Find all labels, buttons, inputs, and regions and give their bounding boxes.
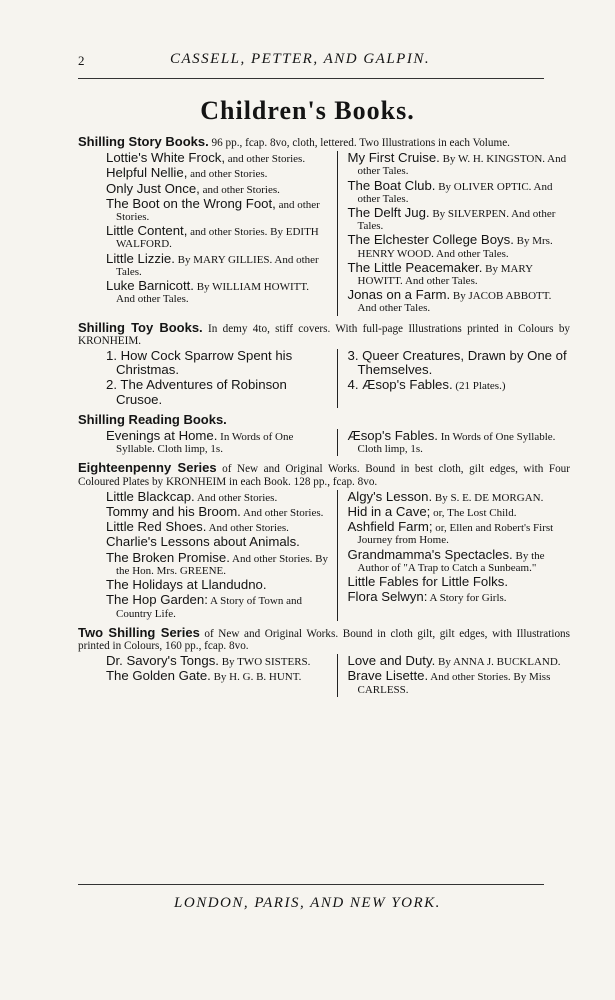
book-title: Charlie's Lessons about Animals.	[106, 534, 300, 550]
section-description: of New and Original Works. Bound in best cloth, gilt edges, with Four Coloured Plates by KRONHEIM in each Book. 128 pp., fcap. 8vo.	[78, 463, 570, 488]
book-entry	[348, 261, 571, 287]
book-column-right	[337, 654, 571, 697]
book-description: And other Stories. By Miss CARLESS.	[357, 671, 551, 696]
book-entry	[348, 575, 571, 589]
book-entry	[348, 490, 571, 504]
book-columns	[106, 654, 570, 697]
book-title: The Hop Garden:	[106, 592, 208, 608]
book-description: (21 Plates.)	[452, 380, 506, 393]
book-entry	[348, 654, 571, 668]
section	[78, 319, 571, 408]
book-entry	[106, 429, 329, 455]
book-entry	[106, 520, 329, 534]
book-entry	[106, 349, 329, 377]
section	[78, 462, 570, 620]
book-description: In Words of One Syllable. Cloth limp, 1s.	[357, 431, 556, 456]
book-description: or, The Lost Child.	[430, 507, 517, 520]
book-description: By WILLIAM HOWITT. And other Tales.	[116, 281, 310, 306]
section-intro	[78, 624, 570, 652]
book-column-left	[106, 654, 337, 697]
book-title: Tommy and his Broom.	[106, 504, 241, 520]
section	[78, 411, 570, 457]
book-description: and other Stories.	[187, 168, 268, 181]
book-title: Hid in a Cave;	[347, 504, 431, 520]
book-title: The Broken Promise.	[106, 549, 230, 565]
book-entry	[348, 548, 571, 574]
book-description: A Story of Town and Country Life.	[116, 595, 302, 620]
book-title: Helpful Nellie,	[106, 165, 188, 181]
book-title: Little Fables for Little Folks.	[347, 574, 509, 590]
book-description: and other Stories.	[116, 198, 320, 224]
book-title: The Boot on the Wrong Foot,	[106, 195, 276, 211]
section-description: In demy 4to, stiff covers. With full-page Illustrations printed in Colours by KRONHEIM.	[78, 322, 571, 347]
book-column-right	[337, 429, 571, 456]
book-description: By the Author of "A Trap to Catch a Sunbeam."	[357, 549, 545, 574]
book-description: and other Stories.	[199, 183, 280, 196]
book-description: and other Stories. By EDITH WALFORD.	[116, 226, 319, 251]
book-title: The Boat Club.	[347, 177, 436, 193]
book-title: Æsop's Fables.	[347, 428, 438, 444]
book-title: Little Content,	[106, 223, 188, 239]
book-title: 1. How Cock Sparrow Spent his Christmas.	[106, 348, 293, 378]
book-entry	[106, 197, 329, 223]
book-column-left	[106, 151, 337, 315]
book-description: By JACOB ABBOTT. And other Tales.	[357, 290, 552, 315]
section-label: Eighteenpenny Series	[78, 460, 217, 476]
section-label: Two Shilling Series	[78, 624, 200, 640]
book-description: And other Stories. By the Hon. Mrs. GREENE.	[116, 552, 328, 577]
book-title: Algy's Lesson.	[347, 488, 433, 504]
book-title: Ashfield Farm;	[347, 519, 433, 535]
section-intro	[78, 136, 570, 149]
section-intro	[78, 411, 570, 427]
book-column-right	[337, 151, 571, 315]
book-title: Brave Lisette.	[347, 668, 429, 684]
catalogue-content	[78, 136, 570, 697]
book-description: By MARY GILLIES. And other Tales.	[116, 253, 319, 278]
book-title: The Elchester College Boys.	[347, 232, 514, 248]
book-description: In Words of One Syllable. Cloth limp, 1s.	[116, 431, 294, 456]
book-entry	[106, 535, 329, 549]
book-title: Luke Barnicott.	[106, 278, 194, 294]
header-rule	[78, 78, 544, 79]
book-description: By ANNA J. BUCKLAND.	[435, 656, 561, 669]
book-description: By OLIVER OPTIC. And other Tales.	[357, 180, 553, 205]
book-columns	[106, 151, 570, 315]
book-entry	[106, 182, 329, 196]
section-label: Shilling Reading Books.	[78, 411, 227, 427]
book-entry	[106, 166, 329, 180]
book-entry	[348, 505, 571, 519]
book-entry	[348, 233, 571, 259]
section-label: Shilling Story Books.	[78, 134, 209, 149]
book-title: Little Blackcap.	[106, 488, 195, 504]
book-title: The Delft Jug.	[347, 205, 430, 221]
publisher-name: CASSELL, PETTER, AND GALPIN.	[170, 51, 431, 67]
page-number: 2	[78, 53, 86, 68]
book-entry	[348, 288, 571, 314]
footer-imprint: LONDON, PARIS, AND NEW YORK.	[174, 895, 441, 911]
book-description: By MARY HOWITT. And other Tales.	[357, 262, 533, 288]
book-entry	[348, 378, 571, 392]
book-column-left	[106, 490, 337, 621]
book-column-left	[106, 349, 337, 408]
book-entry	[348, 429, 571, 455]
book-column-right	[337, 490, 571, 621]
section-label: Shilling Toy Books.	[78, 319, 203, 335]
book-entry	[106, 551, 329, 577]
book-entry	[106, 578, 329, 592]
running-header	[78, 50, 539, 74]
section-intro	[78, 319, 571, 347]
book-title: Flora Selwyn:	[347, 589, 428, 605]
book-columns	[106, 429, 570, 456]
section	[78, 136, 570, 316]
book-entry	[106, 490, 329, 504]
section-intro	[78, 462, 570, 487]
book-description: By Mrs. HENRY WOOD. And other Tales.	[357, 235, 553, 260]
book-description: By TWO SISTERS.	[218, 656, 311, 669]
book-title: The Holidays at Llandudno.	[106, 577, 267, 593]
book-entry	[106, 505, 329, 519]
book-entry	[348, 151, 571, 177]
book-entry	[348, 349, 571, 377]
book-description: By W. H. KINGSTON. And other Tales.	[357, 153, 567, 178]
book-title: Lottie's White Frock,	[106, 150, 226, 166]
section-description: of New and Original Works. Bound in cloth gilt, gilt edges, with Illustrations printed in Colours, 160 pp., fcap. 8vo.	[78, 627, 570, 652]
page-title: Children's Books.	[200, 96, 415, 125]
book-title: Love and Duty.	[347, 653, 436, 669]
book-entry	[348, 590, 571, 604]
book-title: Only Just Once,	[106, 180, 200, 196]
book-description: By H. G. B. HUNT.	[210, 671, 302, 684]
book-title: My First Cruise.	[347, 150, 440, 166]
book-column-right	[337, 349, 571, 408]
book-description: And other Stories.	[206, 522, 289, 535]
book-title: 2. The Adventures of Robinson Crusoe.	[106, 377, 287, 407]
book-column-left	[106, 429, 337, 456]
book-entry	[106, 279, 329, 305]
book-description: By S. E. DE MORGAN.	[432, 491, 544, 504]
book-entry	[348, 179, 571, 205]
book-columns	[106, 490, 570, 621]
book-title: 4. Æsop's Fables.	[347, 377, 453, 393]
section	[78, 624, 570, 697]
book-entry	[106, 378, 329, 406]
book-description: or, Ellen and Robert's First Journey from Home.	[357, 522, 554, 547]
book-entry	[106, 654, 329, 668]
book-entry	[106, 669, 329, 683]
book-title: The Little Peacemaker.	[347, 259, 483, 275]
book-entry	[348, 520, 571, 546]
book-description: A Story for Girls.	[427, 592, 507, 605]
book-title: Grandmamma's Spectacles.	[347, 546, 513, 562]
book-title: 3. Queer Creatures, Drawn by One of Themselves.	[347, 348, 567, 378]
book-description: By SILVERPEN. And other Tales.	[357, 208, 556, 233]
book-description: And other Stories.	[240, 507, 324, 520]
book-entry	[106, 224, 329, 250]
book-entry	[106, 593, 329, 619]
book-entry	[106, 252, 329, 278]
book-entry	[106, 151, 329, 165]
book-description: And other Stories.	[194, 491, 278, 504]
book-title: Dr. Savory's Tongs.	[106, 653, 219, 669]
book-title: Little Lizzie.	[106, 250, 175, 266]
book-title: The Golden Gate.	[106, 668, 211, 684]
book-columns	[106, 349, 570, 408]
book-entry	[348, 206, 571, 232]
footer-rule	[78, 884, 544, 885]
book-entry	[348, 669, 571, 695]
book-description: and other Stories.	[225, 153, 306, 166]
book-title: Little Red Shoes.	[106, 519, 207, 535]
book-title: Jonas on a Farm.	[347, 287, 451, 303]
book-title: Evenings at Home.	[106, 428, 218, 444]
section-description: 96 pp., fcap. 8vo, cloth, lettered. Two Illustrations in each Volume.	[208, 137, 510, 149]
